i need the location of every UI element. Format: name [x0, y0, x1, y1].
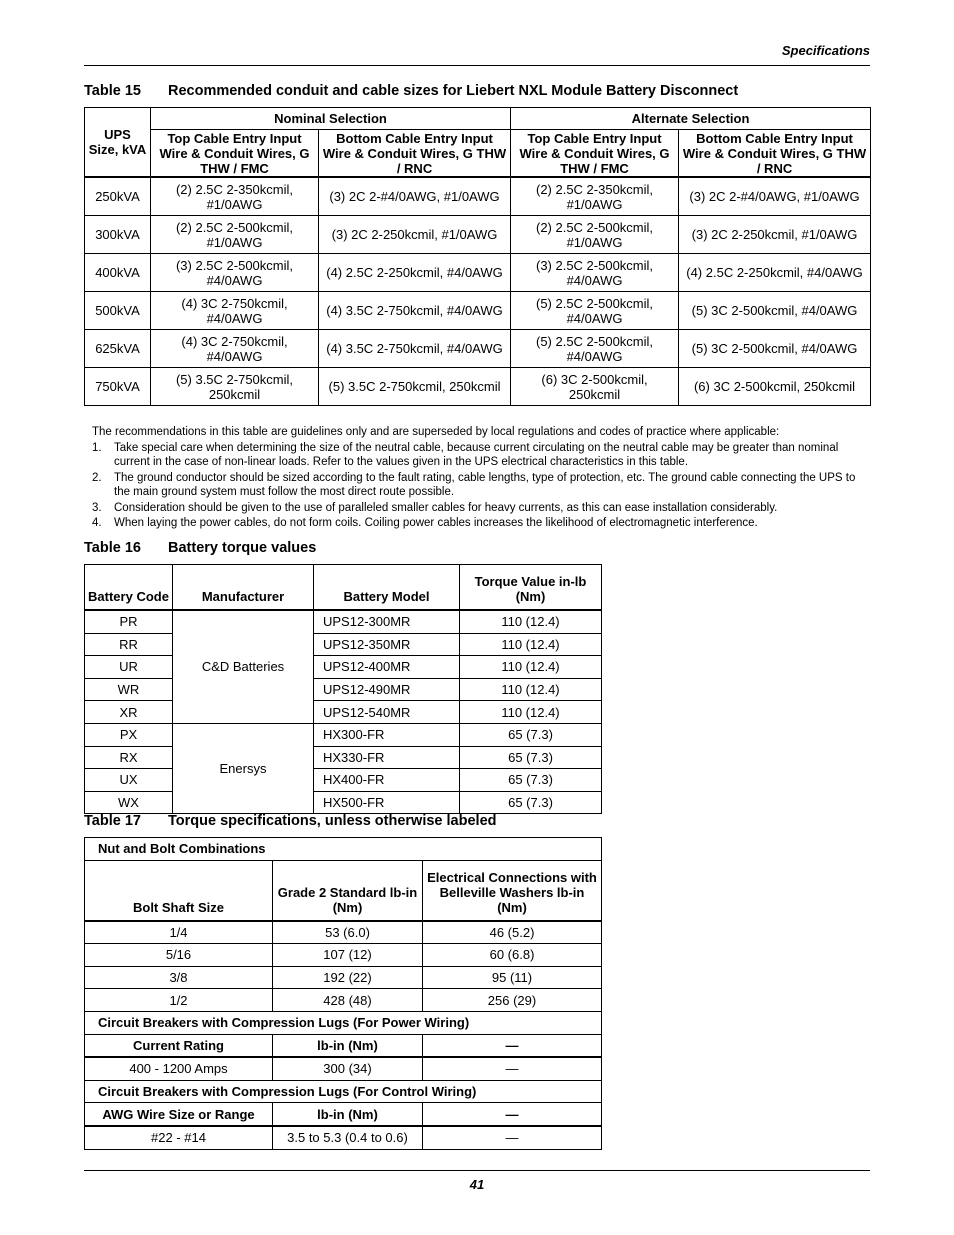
note-text: Take special care when determining the size of the neutral cable, because current circulating on the neutral cable may be greater than nominal current in the case of non-linear loads. Refer to the values given in the UPS electrical characteristics in this table.	[114, 441, 839, 468]
table17-header-bolt-size: Bolt Shaft Size	[85, 860, 273, 921]
table17-cell: 400 - 1200 Amps	[85, 1057, 273, 1080]
table16-cell: WR	[85, 678, 173, 701]
list-item: 4. When laying the power cables, do not form coils. Coiling power cables increases the likelihood of electromagnetic interference.	[92, 517, 758, 529]
table-row	[85, 701, 602, 724]
table17-control-wiring-heading: Circuit Breakers with Compression Lugs (For Control Wiring)	[85, 1080, 602, 1103]
table15-cell: (5) 2.5C 2-500kcmil, #4/0AWG	[511, 292, 679, 330]
table16-caption	[84, 540, 316, 556]
table17-header-grade2: Grade 2 Standard lb-in (Nm)	[273, 860, 423, 921]
table16-battery-torque	[84, 564, 602, 814]
table-row	[85, 944, 602, 967]
table-row	[85, 966, 602, 989]
table16-cell: WX	[85, 791, 173, 814]
table17-cell: 300 (34)	[273, 1057, 423, 1080]
table15-header-nominal-bottom: Bottom Cable Entry Input Wire & Conduit Wires, G THW / RNC	[319, 130, 511, 178]
table15-cell: (4) 3.5C 2-750kcmil, #4/0AWG	[319, 292, 511, 330]
table16-cell: UR	[85, 656, 173, 679]
table-row	[85, 633, 602, 656]
table-row	[85, 921, 602, 944]
table15-notes	[92, 425, 862, 532]
table-row	[85, 746, 602, 769]
table15-cell: (5) 3C 2-500kcmil, #4/0AWG	[679, 330, 871, 368]
table-row	[85, 723, 602, 746]
table15-cell: (5) 3.5C 2-750kcmil, 250kcmil	[151, 368, 319, 406]
table15-cell: 625kVA	[85, 330, 151, 368]
table15-cell: (4) 3.5C 2-750kcmil, #4/0AWG	[319, 330, 511, 368]
table16-cell: HX500-FR	[314, 791, 460, 814]
table17-cell: 95 (11)	[423, 966, 602, 989]
table17-header-control-torque: lb-in (Nm)	[273, 1103, 423, 1126]
table17-cell: 1/4	[85, 921, 273, 944]
table-row	[85, 177, 871, 216]
table16-cell: RR	[85, 633, 173, 656]
table15-cell: (4) 3C 2-750kcmil, #4/0AWG	[151, 330, 319, 368]
table15-cell: (4) 3C 2-750kcmil, #4/0AWG	[151, 292, 319, 330]
table16-cell: UPS12-350MR	[314, 633, 460, 656]
table15-header-alternate-top: Top Cable Entry Input Wire & Conduit Wires, G THW / FMC	[511, 130, 679, 178]
table15-header-nominal-top: Top Cable Entry Input Wire & Conduit Wires, G THW / FMC	[151, 130, 319, 178]
table16-title: Battery torque values	[168, 540, 317, 556]
table15-conduit-cable-sizes	[84, 107, 871, 406]
table15-header-nominal: Nominal Selection	[151, 108, 511, 130]
table16-cell: PR	[85, 610, 173, 633]
table17-header-power-dash: —	[423, 1034, 602, 1057]
table16-cell: HX330-FR	[314, 746, 460, 769]
table16-cell: UX	[85, 769, 173, 792]
table15-cell: 300kVA	[85, 216, 151, 254]
table17-cell: 3.5 to 5.3 (0.4 to 0.6)	[273, 1126, 423, 1149]
table16-cell: 110 (12.4)	[460, 678, 602, 701]
table-row	[85, 989, 602, 1012]
table16-header-torque: Torque Value in-lb (Nm)	[460, 565, 602, 611]
table17-header-power-torque: lb-in (Nm)	[273, 1034, 423, 1057]
table16-cell: UPS12-300MR	[314, 610, 460, 633]
table-row	[85, 368, 871, 406]
table16-number: Table 16	[84, 540, 141, 556]
table17-number: Table 17	[84, 813, 141, 829]
table15-header-ups-size: UPS Size, kVA	[85, 108, 151, 178]
table17-torque-specs	[84, 837, 602, 1150]
table16-header-code: Battery Code	[85, 565, 173, 611]
page-number: 41	[469, 1177, 485, 1192]
table-row	[85, 791, 602, 814]
table15-cell: (5) 2.5C 2-500kcmil, #4/0AWG	[511, 330, 679, 368]
table15-cell: (2) 2.5C 2-350kcmil, #1/0AWG	[151, 177, 319, 216]
table16-cell: 65 (7.3)	[460, 723, 602, 746]
table17-cell: 192 (22)	[273, 966, 423, 989]
table17-nut-bolt-heading: Nut and Bolt Combinations	[85, 838, 602, 861]
table15-cell: (3) 2C 2-250kcmil, #1/0AWG	[319, 216, 511, 254]
table17-cell: 107 (12)	[273, 944, 423, 967]
table16-header-manufacturer: Manufacturer	[173, 565, 314, 611]
table16-cell: 110 (12.4)	[460, 610, 602, 633]
header-divider	[84, 65, 870, 66]
table17-cell: 1/2	[85, 989, 273, 1012]
table-row	[85, 330, 871, 368]
table17-cell: 256 (29)	[423, 989, 602, 1012]
table15-cell: (3) 2.5C 2-500kcmil, #4/0AWG	[151, 254, 319, 292]
list-item: 2. The ground conductor should be sized according to the fault rating, cable lengths, type of protection, etc. The ground cable connecting the UPS to the main ground system must follow the most direct route possible.	[92, 471, 862, 500]
table15-cell: (3) 2C 2-#4/0AWG, #1/0AWG	[679, 177, 871, 216]
table17-cell: 46 (5.2)	[423, 921, 602, 944]
table16-cell: 110 (12.4)	[460, 701, 602, 724]
table16-cell: HX400-FR	[314, 769, 460, 792]
table-row	[85, 656, 602, 679]
table15-cell: (2) 2.5C 2-500kcmil, #1/0AWG	[151, 216, 319, 254]
table15-cell: (2) 2.5C 2-500kcmil, #1/0AWG	[511, 216, 679, 254]
table15-cell: 250kVA	[85, 177, 151, 216]
table-row	[85, 678, 602, 701]
table17-title: Torque specifications, unless otherwise labeled	[168, 813, 497, 829]
table15-number: Table 15	[84, 83, 141, 99]
table16-cell: 110 (12.4)	[460, 656, 602, 679]
table15-cell: (3) 2C 2-250kcmil, #1/0AWG	[679, 216, 871, 254]
table15-header-alternate-bottom: Bottom Cable Entry Input Wire & Conduit Wires, G THW / RNC	[679, 130, 871, 178]
table15-title: Recommended conduit and cable sizes for Liebert NXL Module Battery Disconnect	[168, 83, 739, 99]
table17-cell: —	[423, 1126, 602, 1149]
table16-header-model: Battery Model	[314, 565, 460, 611]
table15-cell: (4) 2.5C 2-250kcmil, #4/0AWG	[319, 254, 511, 292]
note-text: The ground conductor should be sized according to the fault rating, cable lengths, type of protection, etc. The ground cable connecting the UPS to the main ground system must follow the most direct route possible.	[114, 471, 856, 498]
list-item: 3. Consideration should be given to the use of paralleled smaller cables for heavy currents, as this can ease installation considerably.	[92, 501, 778, 514]
table15-cell: (5) 3C 2-500kcmil, #4/0AWG	[679, 292, 871, 330]
table17-cell: #22 - #14	[85, 1126, 273, 1149]
table15-cell: 400kVA	[85, 254, 151, 292]
table16-manufacturer-cell: C&D Batteries	[173, 610, 314, 723]
list-item: 1. Take special care when determining the size of the neutral cable, because current circulating on the neutral cable may be greater than nominal current in the case of non-linear loads. Refer to the values given in the UPS electrical characteristics in this table.	[92, 441, 862, 470]
table15-cell: 750kVA	[85, 368, 151, 406]
table15-cell: (3) 2.5C 2-500kcmil, #4/0AWG	[511, 254, 679, 292]
table17-cell: 53 (6.0)	[273, 921, 423, 944]
table16-cell: HX300-FR	[314, 723, 460, 746]
table-row	[85, 769, 602, 792]
table-row	[85, 216, 871, 254]
table17-header-control-dash: —	[423, 1103, 602, 1126]
table-row	[85, 254, 871, 292]
table-row	[85, 1057, 602, 1080]
note-text: Consideration should be given to the use of paralleled smaller cables for heavy currents, as this can ease installation considerably.	[114, 501, 778, 514]
table17-header-electrical: Electrical Connections with Belleville Washers lb-in (Nm)	[423, 860, 602, 921]
table15-cell: (5) 3.5C 2-750kcmil, 250kcmil	[319, 368, 511, 406]
table16-cell: 110 (12.4)	[460, 633, 602, 656]
table16-cell: UPS12-490MR	[314, 678, 460, 701]
table17-cell: 60 (6.8)	[423, 944, 602, 967]
table17-cell: 3/8	[85, 966, 273, 989]
table15-cell: (6) 3C 2-500kcmil, 250kcmil	[679, 368, 871, 406]
table17-header-current-rating: Current Rating	[85, 1034, 273, 1057]
table15-cell: 500kVA	[85, 292, 151, 330]
table15-cell: (6) 3C 2-500kcmil, 250kcmil	[511, 368, 679, 406]
running-header: Specifications	[781, 43, 870, 58]
table-row	[85, 610, 602, 633]
table-row	[85, 1126, 602, 1149]
table15-header-alternate: Alternate Selection	[511, 108, 871, 130]
footer-divider	[84, 1170, 870, 1171]
table17-caption	[84, 813, 497, 829]
table16-cell: UPS12-400MR	[314, 656, 460, 679]
table17-cell: —	[423, 1057, 602, 1080]
table15-cell: (3) 2C 2-#4/0AWG, #1/0AWG	[319, 177, 511, 216]
table17-header-awg-size: AWG Wire Size or Range	[85, 1103, 273, 1126]
table15-cell: (4) 2.5C 2-250kcmil, #4/0AWG	[679, 254, 871, 292]
table17-cell: 5/16	[85, 944, 273, 967]
note-text: When laying the power cables, do not form coils. Coiling power cables increases the likelihood of electromagnetic interference.	[114, 517, 758, 529]
table15-cell: (2) 2.5C 2-350kcmil, #1/0AWG	[511, 177, 679, 216]
table16-cell: UPS12-540MR	[314, 701, 460, 724]
table17-power-wiring-heading: Circuit Breakers with Compression Lugs (For Power Wiring)	[85, 1011, 602, 1034]
table17-cell: 428 (48)	[273, 989, 423, 1012]
table16-cell: 65 (7.3)	[460, 791, 602, 814]
table15-caption	[84, 83, 738, 99]
table16-cell: PX	[85, 723, 173, 746]
table-row	[85, 292, 871, 330]
table16-cell: RX	[85, 746, 173, 769]
table16-cell: 65 (7.3)	[460, 746, 602, 769]
notes-intro: The recommendations in this table are guidelines only and are superseded by local regulations and codes of practice where applicable:	[92, 426, 780, 438]
table16-manufacturer-cell: Enersys	[173, 723, 314, 813]
table16-cell: XR	[85, 701, 173, 724]
table16-cell: 65 (7.3)	[460, 769, 602, 792]
